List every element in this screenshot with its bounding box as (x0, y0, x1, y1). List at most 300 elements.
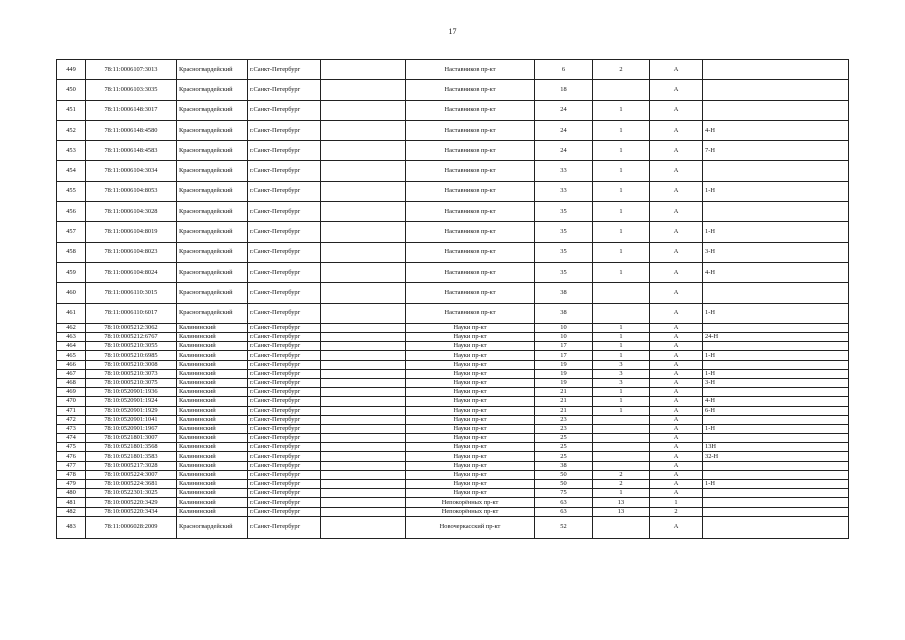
house-number-cell: 63 (535, 507, 593, 516)
building-number-cell: 1 (593, 397, 650, 406)
district-cell: Калининский (177, 351, 248, 360)
row-number-cell: 482 (57, 507, 86, 516)
district-cell: Калининский (177, 443, 248, 452)
row-number-cell: 457 (57, 222, 86, 242)
row-number-cell: 480 (57, 489, 86, 498)
house-number-cell: 35 (535, 222, 593, 242)
blank-cell (321, 434, 406, 443)
table-row (57, 461, 849, 470)
premises-cell (703, 323, 849, 332)
street-cell: Науки пр-кт (406, 388, 535, 397)
house-number-cell: 38 (535, 283, 593, 303)
table-row (57, 60, 849, 80)
street-cell: Науки пр-кт (406, 480, 535, 489)
street-cell: Науки пр-кт (406, 434, 535, 443)
city-cell: г.Санкт-Петербург (248, 202, 321, 222)
blank-cell (321, 516, 406, 538)
row-number-cell: 467 (57, 369, 86, 378)
house-number-cell: 21 (535, 397, 593, 406)
district-cell: Красногвардейский (177, 283, 248, 303)
table-row (57, 283, 849, 303)
street-cell: Наставников пр-кт (406, 100, 535, 120)
premises-cell: 4-Н (703, 397, 849, 406)
house-number-cell: 23 (535, 424, 593, 433)
table-row (57, 342, 849, 351)
blank-cell (321, 342, 406, 351)
row-number-cell: 468 (57, 378, 86, 387)
letter-cell: А (650, 489, 703, 498)
street-cell: Науки пр-кт (406, 333, 535, 342)
city-cell: г.Санкт-Петербург (248, 161, 321, 181)
house-number-cell: 10 (535, 323, 593, 332)
street-cell: Наставников пр-кт (406, 161, 535, 181)
street-cell: Наставников пр-кт (406, 242, 535, 262)
house-number-cell: 63 (535, 498, 593, 507)
street-cell: Науки пр-кт (406, 461, 535, 470)
street-cell: Науки пр-кт (406, 424, 535, 433)
row-number-cell: 472 (57, 415, 86, 424)
building-number-cell: 1 (593, 406, 650, 415)
letter-cell: А (650, 461, 703, 470)
blank-cell (321, 323, 406, 332)
cadastral-number-cell: 78:11:0006148:4580 (86, 120, 177, 140)
letter-cell: 1 (650, 498, 703, 507)
district-cell: Красногвардейский (177, 120, 248, 140)
letter-cell: А (650, 323, 703, 332)
district-cell: Красногвардейский (177, 262, 248, 282)
letter-cell: А (650, 480, 703, 489)
blank-cell (321, 406, 406, 415)
city-cell: г.Санкт-Петербург (248, 141, 321, 161)
house-number-cell: 19 (535, 360, 593, 369)
blank-cell (321, 303, 406, 323)
building-number-cell: 3 (593, 369, 650, 378)
cadastral-number-cell: 78:10:0005210:3075 (86, 378, 177, 387)
table-row (57, 80, 849, 100)
row-number-cell: 452 (57, 120, 86, 140)
house-number-cell: 21 (535, 406, 593, 415)
table-row (57, 323, 849, 332)
blank-cell (321, 242, 406, 262)
letter-cell: А (650, 120, 703, 140)
building-number-cell (593, 415, 650, 424)
table-row (57, 424, 849, 433)
premises-cell: 13Н (703, 443, 849, 452)
house-number-cell: 23 (535, 415, 593, 424)
row-number-cell: 462 (57, 323, 86, 332)
letter-cell: А (650, 181, 703, 201)
cadastral-number-cell: 78:10:0005210:3073 (86, 369, 177, 378)
row-number-cell: 471 (57, 406, 86, 415)
building-number-cell: 2 (593, 480, 650, 489)
blank-cell (321, 120, 406, 140)
house-number-cell: 75 (535, 489, 593, 498)
row-number-cell: 466 (57, 360, 86, 369)
row-number-cell: 456 (57, 202, 86, 222)
district-cell: Калининский (177, 424, 248, 433)
registry-table (56, 59, 849, 539)
district-cell: Калининский (177, 406, 248, 415)
premises-cell (703, 202, 849, 222)
house-number-cell: 25 (535, 434, 593, 443)
cadastral-number-cell: 78:11:0006148:4583 (86, 141, 177, 161)
building-number-cell: 3 (593, 378, 650, 387)
city-cell: г.Санкт-Петербург (248, 461, 321, 470)
row-number-cell: 476 (57, 452, 86, 461)
premises-cell: 24-Н (703, 333, 849, 342)
city-cell: г.Санкт-Петербург (248, 415, 321, 424)
cadastral-number-cell: 78:10:0005220:3434 (86, 507, 177, 516)
building-number-cell (593, 283, 650, 303)
city-cell: г.Санкт-Петербург (248, 60, 321, 80)
building-number-cell: 1 (593, 181, 650, 201)
cadastral-number-cell: 78:10:0005217:3028 (86, 461, 177, 470)
cadastral-number-cell: 78:11:0006104:3034 (86, 161, 177, 181)
cadastral-number-cell: 78:11:0006110:3015 (86, 283, 177, 303)
letter-cell: А (650, 80, 703, 100)
building-number-cell: 1 (593, 323, 650, 332)
cadastral-number-cell: 78:10:0521801:3568 (86, 443, 177, 452)
district-cell: Калининский (177, 360, 248, 369)
street-cell: Наставников пр-кт (406, 80, 535, 100)
house-number-cell: 24 (535, 141, 593, 161)
street-cell: Наставников пр-кт (406, 262, 535, 282)
building-number-cell: 1 (593, 351, 650, 360)
row-number-cell: 483 (57, 516, 86, 538)
city-cell: г.Санкт-Петербург (248, 323, 321, 332)
blank-cell (321, 489, 406, 498)
blank-cell (321, 369, 406, 378)
city-cell: г.Санкт-Петербург (248, 470, 321, 479)
cadastral-number-cell: 78:10:0005224:3681 (86, 480, 177, 489)
blank-cell (321, 80, 406, 100)
table-row (57, 351, 849, 360)
table-row (57, 516, 849, 538)
row-number-cell: 474 (57, 434, 86, 443)
row-number-cell: 455 (57, 181, 86, 201)
street-cell: Непокорённых пр-кт (406, 507, 535, 516)
table-row (57, 397, 849, 406)
premises-cell (703, 360, 849, 369)
district-cell: Красногвардейский (177, 100, 248, 120)
premises-cell (703, 342, 849, 351)
building-number-cell: 13 (593, 498, 650, 507)
premises-cell: 1-Н (703, 222, 849, 242)
cadastral-number-cell: 78:11:0006028:2009 (86, 516, 177, 538)
cadastral-number-cell: 78:11:0006104:8023 (86, 242, 177, 262)
city-cell: г.Санкт-Петербург (248, 351, 321, 360)
building-number-cell (593, 434, 650, 443)
table-row (57, 161, 849, 181)
letter-cell: А (650, 202, 703, 222)
table-row (57, 303, 849, 323)
house-number-cell: 6 (535, 60, 593, 80)
page-number: 17 (448, 27, 457, 36)
building-number-cell: 1 (593, 100, 650, 120)
house-number-cell: 24 (535, 120, 593, 140)
blank-cell (321, 452, 406, 461)
street-cell: Наставников пр-кт (406, 60, 535, 80)
street-cell: Науки пр-кт (406, 397, 535, 406)
letter-cell: А (650, 470, 703, 479)
cadastral-number-cell: 78:11:0006104:3028 (86, 202, 177, 222)
house-number-cell: 21 (535, 388, 593, 397)
table-row (57, 202, 849, 222)
cadastral-number-cell: 78:11:0006110:6017 (86, 303, 177, 323)
house-number-cell: 33 (535, 181, 593, 201)
cadastral-number-cell: 78:11:0006104:8019 (86, 222, 177, 242)
building-number-cell (593, 461, 650, 470)
table-row (57, 369, 849, 378)
district-cell: Калининский (177, 480, 248, 489)
table-body (57, 60, 849, 539)
blank-cell (321, 222, 406, 242)
house-number-cell: 35 (535, 262, 593, 282)
letter-cell: А (650, 161, 703, 181)
district-cell: Калининский (177, 452, 248, 461)
blank-cell (321, 60, 406, 80)
district-cell: Красногвардейский (177, 242, 248, 262)
table-row (57, 360, 849, 369)
city-cell: г.Санкт-Петербург (248, 100, 321, 120)
house-number-cell: 25 (535, 443, 593, 452)
building-number-cell: 1 (593, 120, 650, 140)
street-cell: Науки пр-кт (406, 351, 535, 360)
blank-cell (321, 498, 406, 507)
building-number-cell (593, 516, 650, 538)
city-cell: г.Санкт-Петербург (248, 181, 321, 201)
blank-cell (321, 480, 406, 489)
letter-cell: А (650, 222, 703, 242)
city-cell: г.Санкт-Петербург (248, 283, 321, 303)
blank-cell (321, 397, 406, 406)
district-cell: Калининский (177, 397, 248, 406)
street-cell: Наставников пр-кт (406, 202, 535, 222)
premises-cell (703, 388, 849, 397)
blank-cell (321, 202, 406, 222)
building-number-cell: 1 (593, 333, 650, 342)
row-number-cell: 481 (57, 498, 86, 507)
row-number-cell: 459 (57, 262, 86, 282)
table-row (57, 452, 849, 461)
cadastral-number-cell: 78:10:0005210:3055 (86, 342, 177, 351)
letter-cell: А (650, 378, 703, 387)
city-cell: г.Санкт-Петербург (248, 480, 321, 489)
blank-cell (321, 351, 406, 360)
street-cell: Науки пр-кт (406, 452, 535, 461)
house-number-cell: 25 (535, 452, 593, 461)
cadastral-number-cell: 78:10:0520901:1041 (86, 415, 177, 424)
district-cell: Красногвардейский (177, 202, 248, 222)
building-number-cell: 1 (593, 242, 650, 262)
row-number-cell: 463 (57, 333, 86, 342)
city-cell: г.Санкт-Петербург (248, 369, 321, 378)
city-cell: г.Санкт-Петербург (248, 378, 321, 387)
row-number-cell: 473 (57, 424, 86, 433)
street-cell: Науки пр-кт (406, 415, 535, 424)
district-cell: Красногвардейский (177, 222, 248, 242)
building-number-cell: 13 (593, 507, 650, 516)
letter-cell: А (650, 262, 703, 282)
letter-cell: А (650, 516, 703, 538)
cadastral-number-cell: 78:11:0006104:8053 (86, 181, 177, 201)
row-number-cell: 460 (57, 283, 86, 303)
city-cell: г.Санкт-Петербург (248, 406, 321, 415)
letter-cell: А (650, 424, 703, 433)
letter-cell: А (650, 242, 703, 262)
row-number-cell: 477 (57, 461, 86, 470)
district-cell: Красногвардейский (177, 516, 248, 538)
premises-cell: 1-Н (703, 351, 849, 360)
premises-cell (703, 283, 849, 303)
city-cell: г.Санкт-Петербург (248, 303, 321, 323)
premises-cell: 3-Н (703, 242, 849, 262)
letter-cell: А (650, 100, 703, 120)
city-cell: г.Санкт-Петербург (248, 516, 321, 538)
blank-cell (321, 415, 406, 424)
house-number-cell: 50 (535, 470, 593, 479)
house-number-cell: 19 (535, 378, 593, 387)
letter-cell: А (650, 141, 703, 161)
blank-cell (321, 470, 406, 479)
house-number-cell: 35 (535, 242, 593, 262)
cadastral-number-cell: 78:11:0006103:3035 (86, 80, 177, 100)
district-cell: Красногвардейский (177, 141, 248, 161)
row-number-cell: 449 (57, 60, 86, 80)
row-number-cell: 450 (57, 80, 86, 100)
city-cell: г.Санкт-Петербург (248, 507, 321, 516)
blank-cell (321, 443, 406, 452)
letter-cell: А (650, 303, 703, 323)
table-row (57, 480, 849, 489)
street-cell: Наставников пр-кт (406, 303, 535, 323)
letter-cell: А (650, 351, 703, 360)
street-cell: Наставников пр-кт (406, 181, 535, 201)
city-cell: г.Санкт-Петербург (248, 360, 321, 369)
row-number-cell: 454 (57, 161, 86, 181)
table-row (57, 434, 849, 443)
building-number-cell: 1 (593, 489, 650, 498)
letter-cell: А (650, 369, 703, 378)
street-cell: Науки пр-кт (406, 406, 535, 415)
row-number-cell: 451 (57, 100, 86, 120)
cadastral-number-cell: 78:10:0520901:1929 (86, 406, 177, 415)
blank-cell (321, 283, 406, 303)
city-cell: г.Санкт-Петербург (248, 242, 321, 262)
house-number-cell: 17 (535, 351, 593, 360)
building-number-cell (593, 443, 650, 452)
cadastral-number-cell: 78:10:0522301:3025 (86, 489, 177, 498)
row-number-cell: 478 (57, 470, 86, 479)
letter-cell: 2 (650, 507, 703, 516)
house-number-cell: 38 (535, 303, 593, 323)
district-cell: Красногвардейский (177, 80, 248, 100)
street-cell: Науки пр-кт (406, 489, 535, 498)
house-number-cell: 33 (535, 161, 593, 181)
blank-cell (321, 507, 406, 516)
premises-cell: 3-Н (703, 378, 849, 387)
table-row (57, 333, 849, 342)
table-row (57, 443, 849, 452)
table-row (57, 262, 849, 282)
district-cell: Красногвардейский (177, 60, 248, 80)
table-row (57, 489, 849, 498)
cadastral-number-cell: 78:10:0005212:3062 (86, 323, 177, 332)
premises-cell (703, 461, 849, 470)
letter-cell: А (650, 60, 703, 80)
street-cell: Непокорённых пр-кт (406, 498, 535, 507)
house-number-cell: 24 (535, 100, 593, 120)
blank-cell (321, 262, 406, 282)
premises-cell (703, 498, 849, 507)
building-number-cell: 2 (593, 470, 650, 479)
building-number-cell: 1 (593, 388, 650, 397)
cadastral-number-cell: 78:10:0521801:3583 (86, 452, 177, 461)
district-cell: Калининский (177, 388, 248, 397)
table-row (57, 388, 849, 397)
table-row (57, 507, 849, 516)
street-cell: Науки пр-кт (406, 369, 535, 378)
table-row (57, 498, 849, 507)
row-number-cell: 458 (57, 242, 86, 262)
premises-cell: 4-Н (703, 120, 849, 140)
cadastral-number-cell: 78:10:0521801:3007 (86, 434, 177, 443)
premises-cell (703, 415, 849, 424)
letter-cell: А (650, 333, 703, 342)
house-number-cell: 19 (535, 369, 593, 378)
street-cell: Наставников пр-кт (406, 141, 535, 161)
table-row (57, 141, 849, 161)
building-number-cell: 1 (593, 342, 650, 351)
street-cell: Науки пр-кт (406, 378, 535, 387)
district-cell: Калининский (177, 342, 248, 351)
row-number-cell: 461 (57, 303, 86, 323)
blank-cell (321, 141, 406, 161)
premises-cell (703, 434, 849, 443)
building-number-cell: 1 (593, 161, 650, 181)
house-number-cell: 35 (535, 202, 593, 222)
blank-cell (321, 378, 406, 387)
street-cell: Наставников пр-кт (406, 283, 535, 303)
row-number-cell: 470 (57, 397, 86, 406)
premises-cell (703, 161, 849, 181)
district-cell: Калининский (177, 461, 248, 470)
cadastral-number-cell: 78:10:0520901:1936 (86, 388, 177, 397)
cadastral-number-cell: 78:11:0006107:3013 (86, 60, 177, 80)
building-number-cell: 1 (593, 202, 650, 222)
building-number-cell (593, 452, 650, 461)
district-cell: Калининский (177, 378, 248, 387)
street-cell: Новочеркасский пр-кт (406, 516, 535, 538)
district-cell: Калининский (177, 369, 248, 378)
premises-cell: 4-Н (703, 262, 849, 282)
district-cell: Калининский (177, 333, 248, 342)
street-cell: Науки пр-кт (406, 342, 535, 351)
district-cell: Калининский (177, 434, 248, 443)
cadastral-number-cell: 78:10:0005212:6767 (86, 333, 177, 342)
city-cell: г.Санкт-Петербург (248, 333, 321, 342)
table-row (57, 181, 849, 201)
street-cell: Наставников пр-кт (406, 120, 535, 140)
letter-cell: А (650, 415, 703, 424)
premises-cell (703, 60, 849, 80)
table-row (57, 378, 849, 387)
table-row (57, 100, 849, 120)
blank-cell (321, 388, 406, 397)
letter-cell: А (650, 342, 703, 351)
building-number-cell (593, 424, 650, 433)
row-number-cell: 453 (57, 141, 86, 161)
